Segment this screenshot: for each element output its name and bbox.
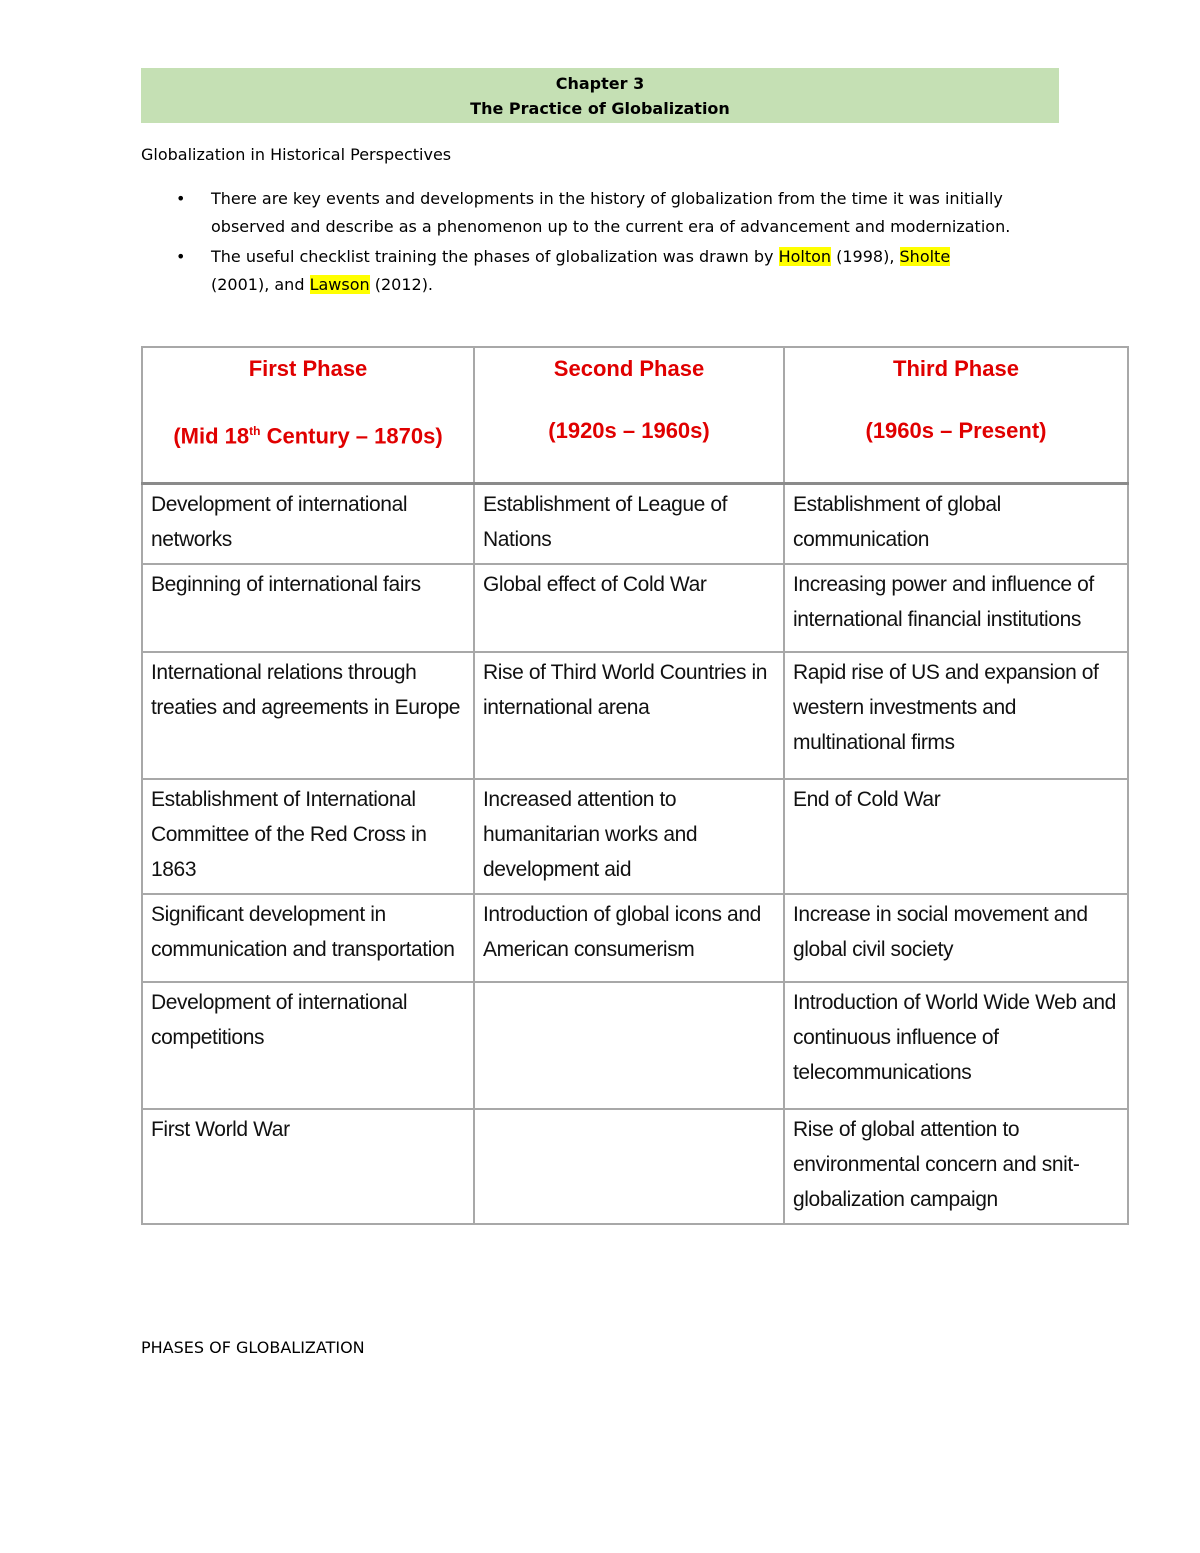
section-subheading: Globalization in Historical Perspectives [141,145,452,164]
bullet-text: There are key events and developments in the history of globalization from the time it was initially observed and describe as a phenomenon up to the current era of advancement and modernization. [211,189,1011,236]
chapter-name: The Practice of Globalization [470,99,730,118]
bullet-text-part: The useful checklist training the phases of globalization was drawn by [211,247,779,266]
table-cell [474,982,784,1109]
table-cell: Rapid rise of US and expansion of western investments and multinational firms [784,652,1128,779]
header-third-phase [784,347,1128,483]
table-cell: Establishment of League of Nations [474,483,784,564]
highlighted-author: Sholte [899,247,951,266]
table-cell: Significant development in communication and transportation [142,894,474,982]
highlighted-author: Lawson [309,275,370,294]
table-cell: Rise of global attention to environmental concern and snit-globalization campaign [784,1109,1128,1224]
highlighted-author: Holton [778,247,832,266]
table-cell: Increasing power and influence of international financial institutions [784,564,1128,652]
table-cell: Introduction of global icons and American consumerism [474,894,784,982]
table-cell: Increased attention to humanitarian works and development aid [474,779,784,894]
phase-name: Third Phase [893,356,1019,381]
phases-table [141,346,1129,1225]
table-cell: Introduction of World Wide Web and continuous influence of telecommunications [784,982,1128,1109]
table-cell: International relations through treaties and agreements in Europe [142,652,474,779]
table-cell: Global effect of Cold War [474,564,784,652]
table-row [142,894,1128,982]
table-cell: Increase in social movement and global civil society [784,894,1128,982]
table-cell: End of Cold War [784,779,1128,894]
table-row [142,1109,1128,1224]
table-cell: Rise of Third World Countries in international arena [474,652,784,779]
bullet-item [141,185,1021,241]
bullet-list [141,185,1021,301]
table-row [142,779,1128,894]
table-row [142,652,1128,779]
bullet-text-part: (2001), and [211,275,310,294]
table-cell: First World War [142,1109,474,1224]
section-heading-phases: PHASES OF GLOBALIZATION [141,1338,365,1357]
table-cell: Development of international competitions [142,982,474,1109]
table-cell [474,1109,784,1224]
table-cell: Establishment of International Committee of the Red Cross in 1863 [142,779,474,894]
table-header-row [142,347,1128,483]
bullet-dot-icon: • [176,247,186,266]
chapter-number: Chapter 3 [555,74,645,93]
table-cell: Beginning of international fairs [142,564,474,652]
table-row [142,982,1128,1109]
table-row [142,564,1128,652]
bullet-item [141,243,1021,299]
chapter-title-band [141,68,1059,123]
header-first-phase [142,347,474,483]
phase-name: First Phase [248,356,368,381]
bullet-text-part: (2012). [369,275,434,294]
table-cell: Establishment of global communication [784,483,1128,564]
bullet-text-part: (1998), [831,247,900,266]
header-second-phase [474,347,784,483]
phase-range: (1920s – 1960s) [548,418,710,443]
bullet-dot-icon: • [176,189,186,208]
phase-range: (1960s – Present) [865,418,1047,443]
phase-name: Second Phase [553,356,705,381]
phase-range: (Mid 18th Century – 1870s) [173,423,443,449]
table-row [142,483,1128,564]
table-cell: Development of international networks [142,483,474,564]
